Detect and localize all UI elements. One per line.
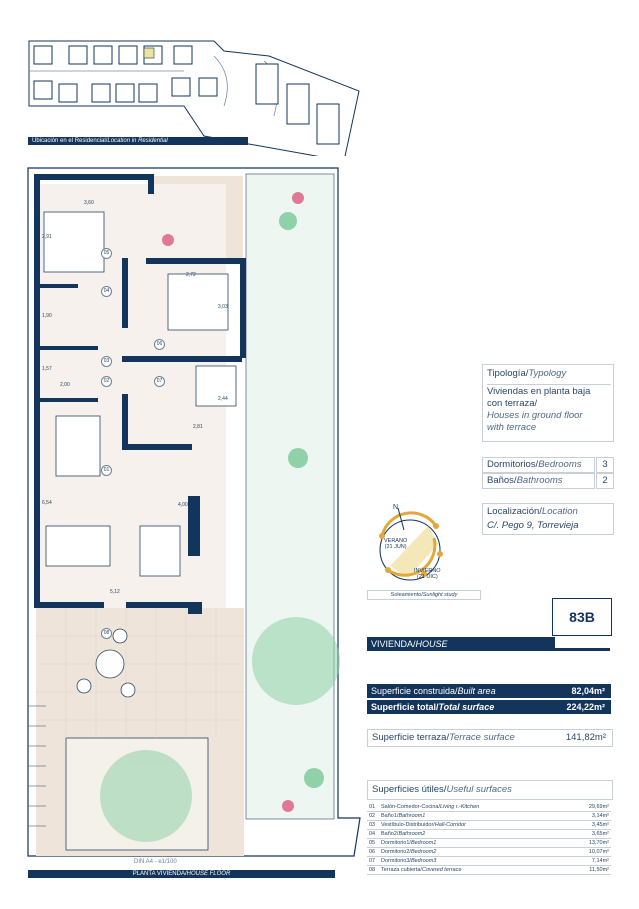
bathrooms-value: 2 <box>596 473 614 489</box>
dim-bed3-depth: 2,44 <box>218 396 228 402</box>
useful-row: 08 Terraza cubierta/Covered terrace 11,50m² <box>369 867 609 873</box>
bedrooms-row: Dormitorios/Bedrooms <box>482 457 595 473</box>
floor-caption: PLANTA VIVIENDA/HOUSE FLOOR <box>28 870 335 878</box>
useful-row: 03 Vestíbulo-Distribuidor/Hall-Corridor 3,45m² <box>369 822 609 828</box>
bathrooms-row: Baños/Bathrooms <box>482 473 595 489</box>
bedrooms-value: 3 <box>596 457 614 473</box>
dim-kitchen: 4,00 <box>178 502 188 508</box>
room-07: 07 <box>154 376 165 387</box>
typology-panel: Tipología/Typology Viviendas en planta baja con terraza/ Houses in ground floor with terrace <box>482 364 614 442</box>
sun-study-caption: Soleamiento/Sunlight study <box>367 590 481 600</box>
dim-living-width: 5,12 <box>110 589 120 595</box>
room-05: 05 <box>101 248 112 259</box>
room-01: 01 <box>101 465 112 476</box>
dim-depth-bed2: 3,03 <box>218 304 228 310</box>
useful-row: 04 Baño2/Bathroom2 3,65m² <box>369 831 609 837</box>
room-04: 04 <box>101 286 112 297</box>
useful-surfaces-title: Superficies útiles/Useful surfaces <box>367 780 613 800</box>
useful-row: 05 Dormitorio1/Bedroom1 13,70m² <box>369 840 609 846</box>
vivienda-bar-right <box>555 648 610 651</box>
terrace-surface-row: Superficie terraza/Terrace surface 141,82m² <box>367 729 613 747</box>
dim-width-bed1: 3,60 <box>84 200 94 206</box>
built-area-row: Superficie construida/Built area 82,04m² <box>367 684 611 698</box>
room-06: 06 <box>154 339 165 350</box>
scale-note: DIN A4 - e1/100 <box>134 859 177 865</box>
dim-bed3-width: 2,81 <box>193 424 203 430</box>
north-label: N <box>393 504 399 511</box>
dim-width-bed2: 2,72 <box>186 272 196 278</box>
location-panel: Localización/Location C/. Pego 9, Torrevieja <box>482 503 614 535</box>
useful-row: 02 Baño1/Bathroom1 3,14m² <box>369 813 609 819</box>
house-code: 83B <box>552 598 612 636</box>
dim-living-depth: 6,54 <box>42 500 52 506</box>
room-03: 03 <box>101 356 112 367</box>
dim-hall: 2,00 <box>60 382 70 388</box>
useful-row: 06 Dormitorio2/Bedroom2 10,07m² <box>369 849 609 855</box>
location-caption: Ubicación en el Residencial/Location in Residential <box>28 137 248 145</box>
dim-bath1: 1,57 <box>42 366 52 372</box>
verano-label: VERANO (21 JUN) <box>384 538 408 550</box>
dim-bath2: 1,90 <box>42 313 52 319</box>
vivienda-bar: VIVIENDA/HOUSE <box>367 637 555 651</box>
invierno-label: INVIERNO (21 DIC) <box>414 568 441 580</box>
useful-row: 01 Salón-Comedor-Cocina/Living r.-Kitchen 29,69m² <box>369 804 609 810</box>
room-02: 02 <box>101 376 112 387</box>
floor-plan <box>26 166 372 866</box>
useful-surfaces-table <box>367 803 611 875</box>
useful-row: 07 Dormitorio3/Bedroom3 7,14m² <box>369 858 609 864</box>
room-08: 08 <box>101 628 112 639</box>
sun-study-diagram <box>368 504 458 588</box>
dim-depth-bed1: 2,91 <box>42 234 52 240</box>
total-surface-row: Superficie total/Total surface 224,22m² <box>367 700 611 714</box>
